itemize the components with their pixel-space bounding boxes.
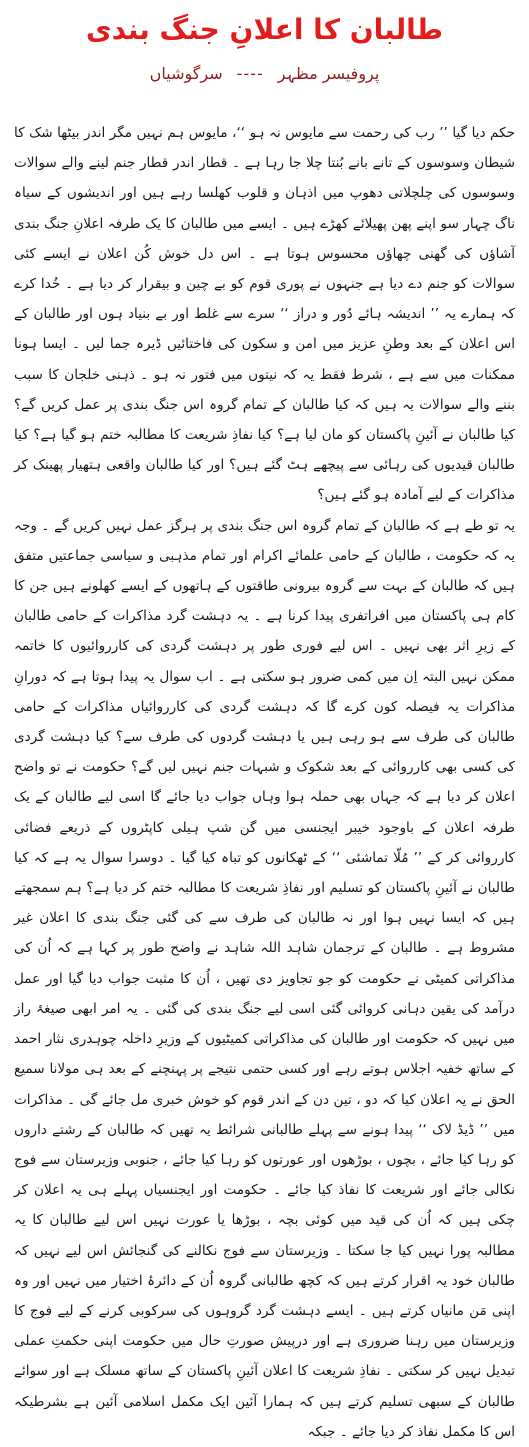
article-byline [14, 56, 515, 90]
article-paragraph-1: حکم دیا گیا ’’ رب کی رحمت سے مایوس نہ ہو ‘‘، مایوس ہم نہیں مگر اندر بیٹھا شک کا شیطان وسوسوں کے تانے بانے بُنتا چلا جا رہا ہے ۔ قطار اندر قطار جنم لینے والے سوالات وسوسوں کی چلچلاتی دھوپ میں اذہان و قلوب کھلسا رہے ہیں اور اندیشوں کے سیاہ ناگ چہار سو اپنے پھن پھیلائے کھڑے ہیں ۔ ایسے میں طالبان کا یک طرفہ اعلانِ جنگ بندی آشاؤں کی گھنی چھاؤں محسوس ہوتا ہے ۔ اس دل خوش کُن اعلان نے ایسے کئی سوالات کو جنم دے دیا ہے جنہوں نے پوری قوم کو بے چین و بیقرار کر دیا ہے ۔ خُدا کرے کہ ہمارے یہ ’’ اندیشہ ہائے دُور و دراز ‘‘ سرے سے غلط اور بے بنیاد ہوں اور طالبان کے اس اعلان کے بعد وطنِ عزیز میں امن و سکون کی فاختائیں ڈیرہ جما لیں ۔ ایسا ہونا ممکنات میں سے ہے ، شرط فقط یہ کہ نیتوں میں فتور نہ ہو ۔ ذہنی خلجان کا سبب بننے والے سوالات یہ ہیں کہ کیا طالبان کے تمام گروہ اس جنگ بندی پر عمل کریں گے؟ کیا طالبان نے آئینِ پاکستان کو مان لیا ہے؟ کیا نفاذِ شریعت کا مطالبہ ختم ہو گیا ہے؟ کیا طالبان قیدیوں کی رہائی سے پیچھے ہٹ گئے ہیں؟ اور کیا طالبان واقعی ہتھیار پھینک کر مذاکرات کے لیے آمادہ ہو گئے ہیں؟ [14, 125, 515, 504]
author-name: پروفیسر مظہر [277, 63, 380, 83]
article-headline: طالبان کا اعلانِ جنگ بندی [86, 13, 443, 46]
byline-separator: ---- [236, 63, 264, 83]
article-body [14, 118, 515, 1447]
column-name: سرگوشیاں [149, 63, 223, 83]
article-paragraph-2: یہ تو طے ہے کہ طالبان کے تمام گروہ اس جنگ بندی پر ہرگز عمل نہیں کریں گے ۔ وجہ یہ کہ حکومت ، طالبان کے حامی علمائے اکرام اور تمام مذہبی و سیاسی جماعتیں متفق ہیں کہ طالبان کے بہت سے گروہ بیرونی طاقتوں کے ہاتھوں کے ایسے کھلونے ہیں جن کا کام ہی پاکستان میں افراتفری پیدا کرنا ہے ۔ یہ دہشت گرد مذاکرات کے حامی طالبان کے زیرِ اثر بھی نہیں ۔ اس لیے فوری طور پر دہشت گردی کی کارروائیوں کا خاتمہ ممکن نہیں البتہ اِن میں کمی ضرور ہو سکتی ہے ۔ اب سوال یہ پیدا ہوتا ہے کہ دورانِ مذاکرات یہ فیصلہ کون کرے گا کہ دہشت گردی کی کارروائیاں مذاکرات کے حامی طالبان کی طرف سے ہو رہی ہیں یا دہشت گردوں کی طرف سے؟ کیا دہشت گردی کی کسی بھی کارروائی کے بعد شکوک و شبہات جنم نہیں لیں گے؟ حکومت نے تو واضح اعلان کر دیا ہے کہ جہاں بھی حملہ ہوا وہاں جواب دیا جائے گا اسی لیے طالبان کے یک طرفہ اعلان کے باوجود خیبر ایجنسی میں گن شپ ہیلی کاپٹروں کے ذریعے فضائی کارروائی کر کے ’’ مُلّا تماشئی ‘‘ کے ٹھکانوں کو تباہ کیا گیا ۔ دوسرا سوال یہ ہے کہ کیا طالبان نے آئینِ پاکستان کو تسلیم اور نفاذِ شریعت کا مطالبہ ختم کر دیا ہے؟ ہم سمجھتے ہیں کہ ایسا نہیں ہوا اور نہ طالبان کی طرف سے کی گئی جنگ بندی کا اعلان غیر مشروط ہے ۔ طالبان کے ترجمان شاہد اللہ شاہد نے واضح طور پر کہا ہے کہ اُن کی مذاکراتی کمیٹی نے حکومت کو جو تجاویز دی تھیں ، اُن کا مثبت جواب دیا گیا اور عمل درآمد کی یقین دہانی کروائی گئی اسی لیے جنگ بندی کی گئی ۔ یہ امر ابھی صیغۂ راز میں نہیں کہ حکومت اور طالبان کی مذاکراتی کمیٹیوں کے وزیرِ داخلہ چوہدری نثار احمد کے ساتھ خفیہ اجلاس ہوتے رہے اور کسی حتمی نتیجے پر پہنچنے کے بعد ہی مولانا سمیع الحق نے یہ اعلان کیا کہ دو ، تین دن کے اندر قوم کو خوش خبری مل جائے گی ۔ مذاکرات میں ’’ ڈیڈ لاک ‘‘ پیدا ہونے سے پہلے طالبانی شرائط یہ تھیں کہ طالبان کے رشتے داروں کو رہا کیا جائے ، بچوں ، بوڑھوں اور عورتوں کو رہا کیا جائے ، جنوبی وزیرستان سے فوج نکالی جائے اور شریعت کا نفاذ کیا جائے ۔ حکومت اور ایجنسیاں پہلے ہی یہ اعلان کر چکی ہیں کہ اُن کی قید میں کوئی بچہ ، بوڑھا یا عورت نہیں اس لیے طالبان کا یہ مطالبہ پورا نہیں کیا جا سکتا ۔ وزیرستان سے فوج نکالنے کی گنجائش اس لیے نہیں کہ طالبان خود یہ اقرار کرتے ہیں کہ کچھ طالبانی گروہ اُن کے دائرۂ اختیار میں نہیں اور وہ اپنی مَن مانیاں کرتے ہیں ۔ ایسے دہشت گرد گروہوں کی سرکوبی کرنے کے لیے فوج کا وزیرستان میں رہنا ضروری ہے اور درپیش صورتِ حال میں حکومت اپنی حکمتِ عملی تبدیل نہیں کر سکتی ۔ نفاذِ شریعت کا اعلان آئینِ پاکستان کے ساتھ مسلک ہے اور سوائے طالبان کے سبھی تسلیم کرتے ہیں کہ ہمارا آئین ایک مکمل اسلامی آئین ہے بشرطیکہ اس کا مکمل نفاذ کر دیا جائے ۔ جبکہ [14, 517, 515, 1440]
